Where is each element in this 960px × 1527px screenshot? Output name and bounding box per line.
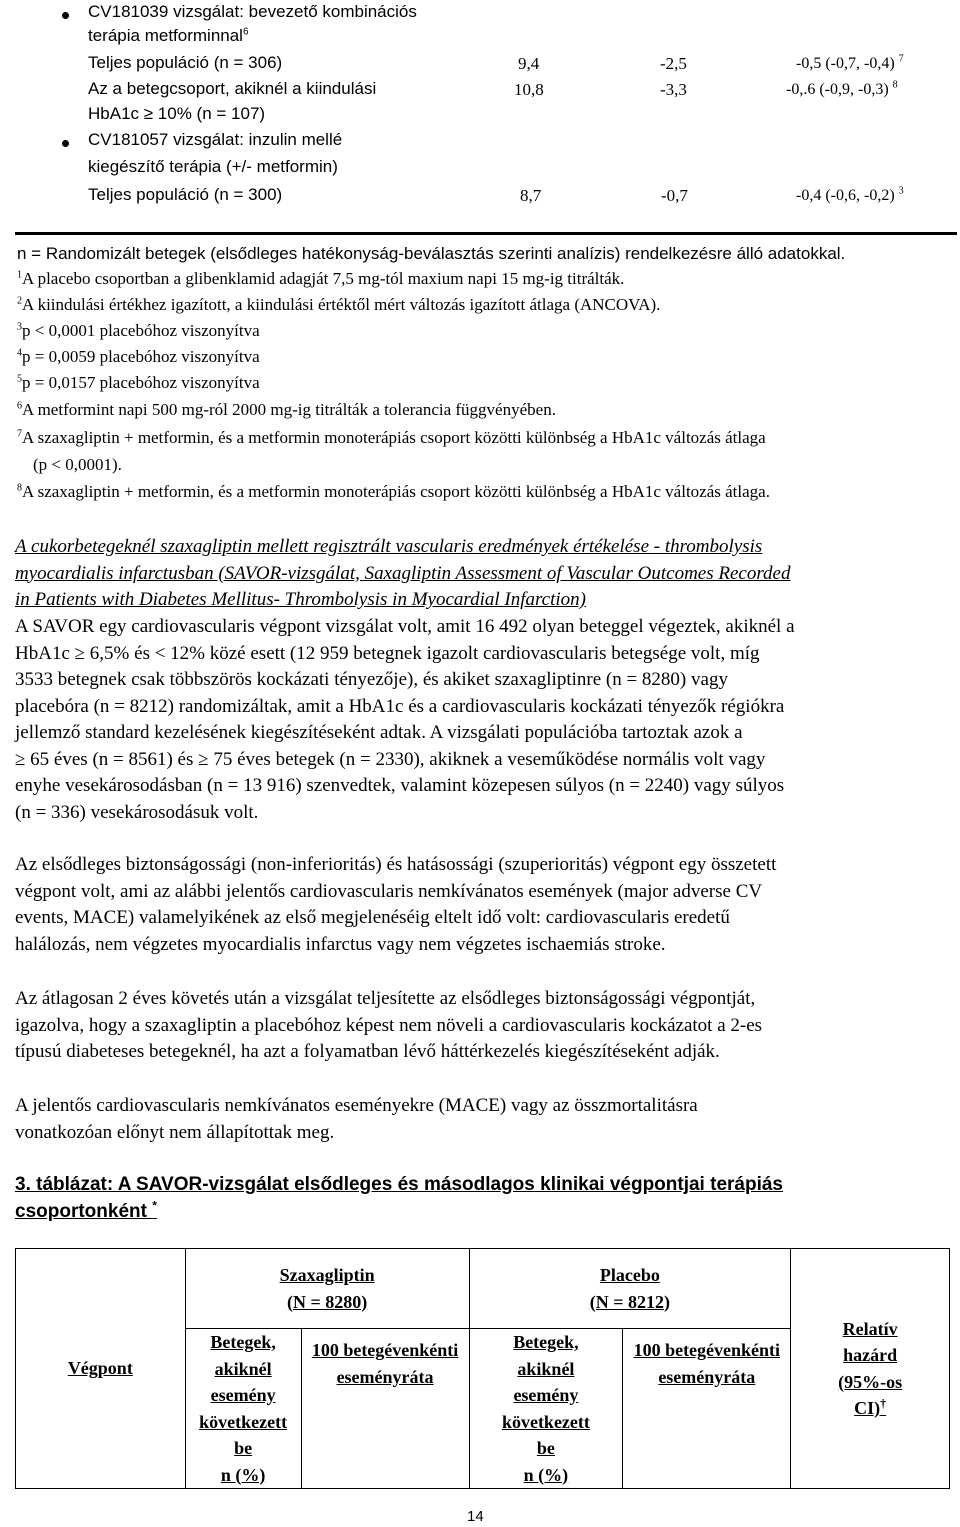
difference-value: -0,.6 (-0,9, -0,3) $^8$ xyxy=(786,79,898,98)
mace-paragraph: A jelentős cardiovascularis nemkívánatos eseményekre (MACE) vagy az összmortalitásra vonatkozóan előnyt nem állapítottak meg. xyxy=(15,1095,698,1143)
footnote: $^2$A kiindulási értékhez igazított, a kiindulási értéktől mért változás igazított átlaga (ANCOVA). xyxy=(17,295,661,314)
placebo-value: -0,7 xyxy=(661,186,688,205)
footnote: $^3$p < 0,0001 placebóhoz viszonyítva xyxy=(17,321,260,340)
saxagliptin-header: Szaxagliptin (N = 8280) xyxy=(185,1249,469,1329)
footnote: $^7$A szaxagliptin + metformin, és a metformin monoterápiás csoport közötti különbség a HbA1c változás átlaga xyxy=(17,428,766,447)
savor-endpoints-table xyxy=(15,1248,950,1489)
saxa-patients-header: Betegek, akiknél esemény következett be n (%) xyxy=(185,1329,301,1489)
table-row-label: Teljes populáció (n = 306) xyxy=(88,53,283,72)
saxa-value: 8,7 xyxy=(520,186,542,205)
saxa-rate-header: 100 betegévenkénti eseményráta xyxy=(301,1329,469,1489)
table-row-label: HbA1c ≥ 10% (n = 107) xyxy=(88,104,266,123)
placebo-value: -3,3 xyxy=(660,80,687,99)
bullet-icon xyxy=(62,140,69,147)
footnote: $^4$p = 0,0059 placebóhoz viszonyítva xyxy=(17,347,260,366)
placebo-header: Placebo (N = 8212) xyxy=(469,1249,791,1329)
footnote: $^6$A metformint napi 500 mg-ról 2000 mg-ig titrálták a tolerancia függvényében. xyxy=(17,400,556,419)
footnote: (p < 0,0001). xyxy=(33,455,122,474)
hazard-ratio-header: Relatív hazárd (95%-os CI)† xyxy=(791,1249,950,1489)
placebo-patients-header: Betegek, akiknél esemény következett be n (%) xyxy=(469,1329,623,1489)
footnote: $^5$p = 0,0157 placebóhoz viszonyítva xyxy=(17,373,260,392)
savor-paragraph: A SAVOR egy cardiovascularis végpont vizsgálat volt, amit 16 492 olyan beteggel végeztek, akiknél a HbA1c ≥ 6,5% és < 12% közé esett (12 959 betegnek igazolt cardiovascularis betegsége volt, míg 3533 betegnek csak többszörös kockázati tényezője), és akiket szaxagliptinre (n = 8280) vagy placebóra (n = 8212) randomizáltak, amit a HbA1c és a cardiovascularis kockázati tényezők régiókra jellemző standard kezelésének kiegészítéseként adtak. A vizsgálati populációba tartoztak azok a ≥ 65 éves (n = 8561) és ≥ 75 éves betegek (n = 2330), akiknek a veseműködése normális volt vagy enyhe vesekárosodásban (n = 13 916) szenvedtek, valamint közepesen súlyos (n = 2240) vagy súlyos (n = 336) vesekárosodásuk volt. xyxy=(15,616,795,823)
difference-value: -0,5 (-0,7, -0,4) $^7$ xyxy=(796,53,904,72)
difference-value: -0,4 (-0,6, -0,2) $^3$ xyxy=(796,185,904,204)
saxa-value: 9,4 xyxy=(518,54,540,73)
footnote: $^8$A szaxagliptin + metformin, és a metformin monoterápiás csoport közötti különbség a HbA1c változás átlaga. xyxy=(17,482,770,501)
saxa-value: 10,8 xyxy=(514,80,544,99)
table-row-label: CV181039 vizsgálat: bevezető kombinációs xyxy=(88,2,417,21)
placebo-value: -2,5 xyxy=(660,54,687,73)
table-row-label: Teljes populáció (n = 300) xyxy=(88,185,283,204)
table-row-label: terápia metforminnal$^6$ xyxy=(88,26,249,45)
endpoint-header: Végpont xyxy=(16,1249,186,1489)
table-row-label: Az a betegcsoport, akiknél a kiindulási xyxy=(88,79,377,98)
savor-heading: A cukorbetegeknél szaxagliptin mellett regisztrált vascularis eredmények értékelése - thrombolysis myocardialis infarctusban (SAVOR-vizsgálat, Saxagliptin Assessment of Vascular Outcomes Recorded in Patients with Diabetes Mellitus- Thrombolysis in Myocardial Infarction) xyxy=(15,536,791,610)
table3-title: 3. táblázat: A SAVOR-vizsgálat elsődleges és másodlagos klinikai végpontjai terápiás csoportonként * xyxy=(15,1174,783,1222)
table-row-label: kiegészítő terápia (+/- metformin) xyxy=(88,157,338,176)
table-row-label: CV181057 vizsgálat: inzulin mellé xyxy=(88,130,343,149)
table-bottom-rule xyxy=(15,232,957,235)
bullet-icon xyxy=(62,12,69,19)
endpoint-paragraph: Az elsődleges biztonságossági (non-inferioritás) és hatásossági (szuperioritás) végpont egy összetett végpont volt, ami az alábbi jelentős cardiovascularis nemkívánatos események (major adverse CV events, MACE) valamelyikének az első megjelenéséig eltelt idő volt: cardiovascularis eredetű halálozás, nem végzetes myocardialis infarctus vagy nem végzetes ischaemiás stroke. xyxy=(15,854,777,955)
page-number: 14 xyxy=(467,1508,484,1525)
placebo-rate-header: 100 betegévenkénti eseményráta xyxy=(623,1329,791,1489)
footnote: n = Randomizált betegek (elsődleges hatékonyság-beválasztás szerinti analízis) rendelkezésre álló adatokkal. xyxy=(17,244,846,263)
footnote: $^1$A placebo csoportban a glibenklamid adagját 7,5 mg-tól maxium napi 15 mg-ig titrálták. xyxy=(17,269,625,288)
results-paragraph: Az átlagosan 2 éves követés után a vizsgálat teljesítette az elsődleges biztonságossági végpontját, igazolva, hogy a szaxagliptin a placebóhoz képest nem növeli a cardiovascularis kockázatot a 2-es típusú diabeteses betegeknél, ha azt a folyamatban lévő háttérkezelés kiegészítéseként adják. xyxy=(15,988,763,1062)
